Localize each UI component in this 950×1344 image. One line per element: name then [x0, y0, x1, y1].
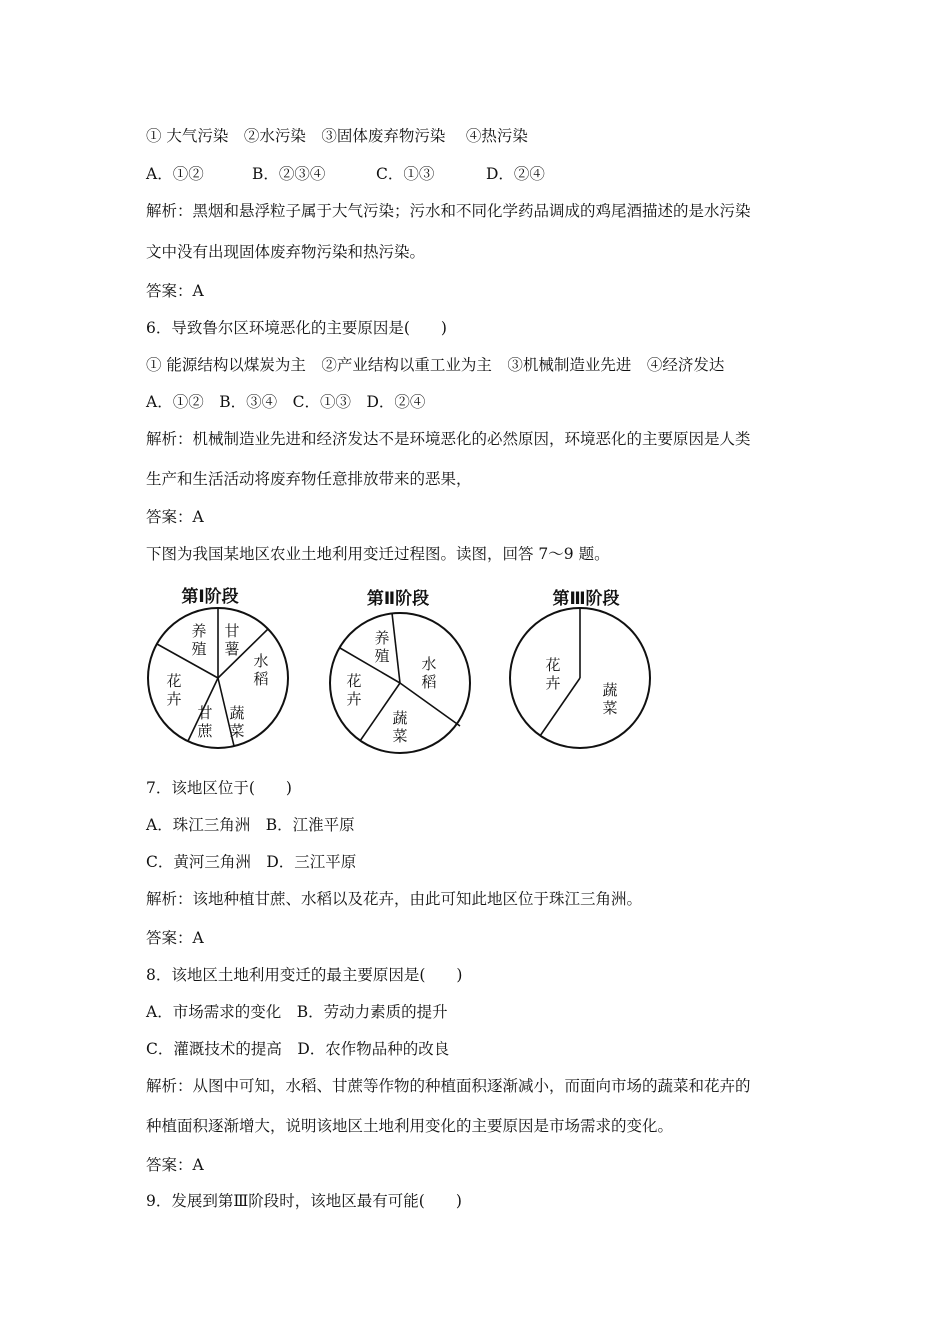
stage2-label-shucai-1: 蔬 — [392, 709, 408, 727]
land-use-figure — [140, 578, 670, 758]
q5-analysis-line2: 文中没有出现固体废弃物污染和热污染。 — [146, 243, 426, 261]
stage3-label-huahui-1: 花 — [545, 656, 561, 674]
stage1-label-yangzhi-2: 殖 — [191, 640, 207, 658]
q5-options — [146, 164, 545, 184]
stage2-label-huahui-1: 花 — [346, 672, 362, 690]
q5-analysis-line1: 解析：黑烟和悬浮粒子属于大气污染；污水和不同化学药品调成的鸡尾酒描述的是水污染 — [146, 202, 751, 220]
stage2-label-huahui-2: 卉 — [346, 690, 362, 708]
stage1-label-shuidao-1: 水 — [253, 652, 269, 670]
stage1-label-shucai-2: 菜 — [229, 722, 245, 740]
stage1-label-ganzhe-1: 甘 — [197, 704, 213, 722]
q5-option-b: B．②③④ — [252, 165, 326, 183]
q7-analysis: 解析：该地种植甘蔗、水稻以及花卉，由此可知此地区位于珠江三角洲。 — [146, 890, 643, 908]
stage1-label-ganshu-1: 甘 — [224, 622, 240, 640]
stage3-label-huahui-2: 卉 — [545, 674, 561, 692]
stage2-label-shuidao-1: 水 — [421, 655, 437, 673]
stage2-title: 第Ⅱ阶段 — [366, 589, 430, 609]
q5-option-a: A．①② — [146, 165, 204, 183]
q8-analysis-line1: 解析：从图中可知，水稻、甘蔗等作物的种植面积逐渐减小，而面向市场的蔬菜和花卉的 — [146, 1077, 751, 1095]
stage1-label-shuidao-2: 稻 — [253, 670, 269, 688]
stage3-title: 第Ⅲ阶段 — [552, 589, 620, 609]
stage1-label-ganzhe-2: 蔗 — [197, 722, 213, 740]
q6-items: ① 能源结构以煤炭为主 ②产业结构以重工业为主 ③机械制造业先进 ④经济发达 — [146, 356, 725, 374]
figure-intro: 下图为我国某地区农业土地利用变迁过程图。读图，回答 7～9 题。 — [146, 545, 610, 563]
q6-options: A．①② B．③④ C．①③ D．②④ — [146, 393, 426, 411]
stage2-label-yangzhi-1: 养 — [374, 629, 390, 647]
q6-stem: 6．导致鲁尔区环境恶化的主要原因是( ) — [146, 319, 447, 337]
stage3-pie — [510, 588, 650, 748]
q7-answer: 答案：A — [146, 929, 204, 947]
stage2-label-shucai-2: 菜 — [392, 727, 408, 745]
q7-options-line2: C．黄河三角洲 D．三江平原 — [146, 853, 357, 871]
stage3-label-shucai-1: 蔬 — [602, 681, 618, 699]
stage3-label-shucai-2: 菜 — [602, 699, 618, 717]
q8-analysis-line2: 种植面积逐渐增大，说明该地区土地利用变化的主要原因是市场需求的变化。 — [146, 1117, 674, 1135]
stage2-pie — [330, 588, 470, 753]
stage1-label-shucai-1: 蔬 — [229, 704, 245, 722]
stage2-label-yangzhi-2: 殖 — [374, 647, 390, 665]
stage1-pie — [148, 586, 288, 748]
stage2-label-shuidao-2: 稻 — [421, 673, 437, 691]
q5-option-d: D．②④ — [486, 165, 545, 183]
q5-option-c: C．①③ — [376, 165, 435, 183]
q5-items: ① 大气污染 ②水污染 ③固体废弃物污染 ④热污染 — [146, 127, 528, 145]
stage1-label-huahui-1: 花 — [166, 672, 182, 690]
q8-answer: 答案：A — [146, 1156, 204, 1174]
q5-answer: 答案：A — [146, 282, 204, 300]
stage1-label-huahui-2: 卉 — [166, 690, 182, 708]
q6-answer: 答案：A — [146, 508, 204, 526]
q7-stem: 7．该地区位于( ) — [146, 779, 292, 797]
q8-stem: 8．该地区土地利用变迁的最主要原因是( ) — [146, 966, 463, 984]
q8-options-line2: C．灌溉技术的提高 D．农作物品种的改良 — [146, 1040, 450, 1058]
q6-analysis-line1: 解析：机械制造业先进和经济发达不是环境恶化的必然原因，环境恶化的主要原因是人类 — [146, 430, 751, 448]
stage1-label-yangzhi-1: 养 — [191, 622, 207, 640]
q8-options-line1: A．市场需求的变化 B．劳动力素质的提升 — [146, 1003, 448, 1021]
q9-stem: 9．发展到第Ⅲ阶段时，该地区最有可能( ) — [146, 1192, 462, 1210]
stage1-title: 第Ⅰ阶段 — [181, 587, 239, 607]
q7-options-line1: A．珠江三角洲 B．江淮平原 — [146, 816, 355, 834]
q6-analysis-line2: 生产和生活活动将废弃物任意排放带来的恶果， — [146, 470, 472, 488]
stage1-label-ganshu-2: 薯 — [224, 640, 240, 658]
